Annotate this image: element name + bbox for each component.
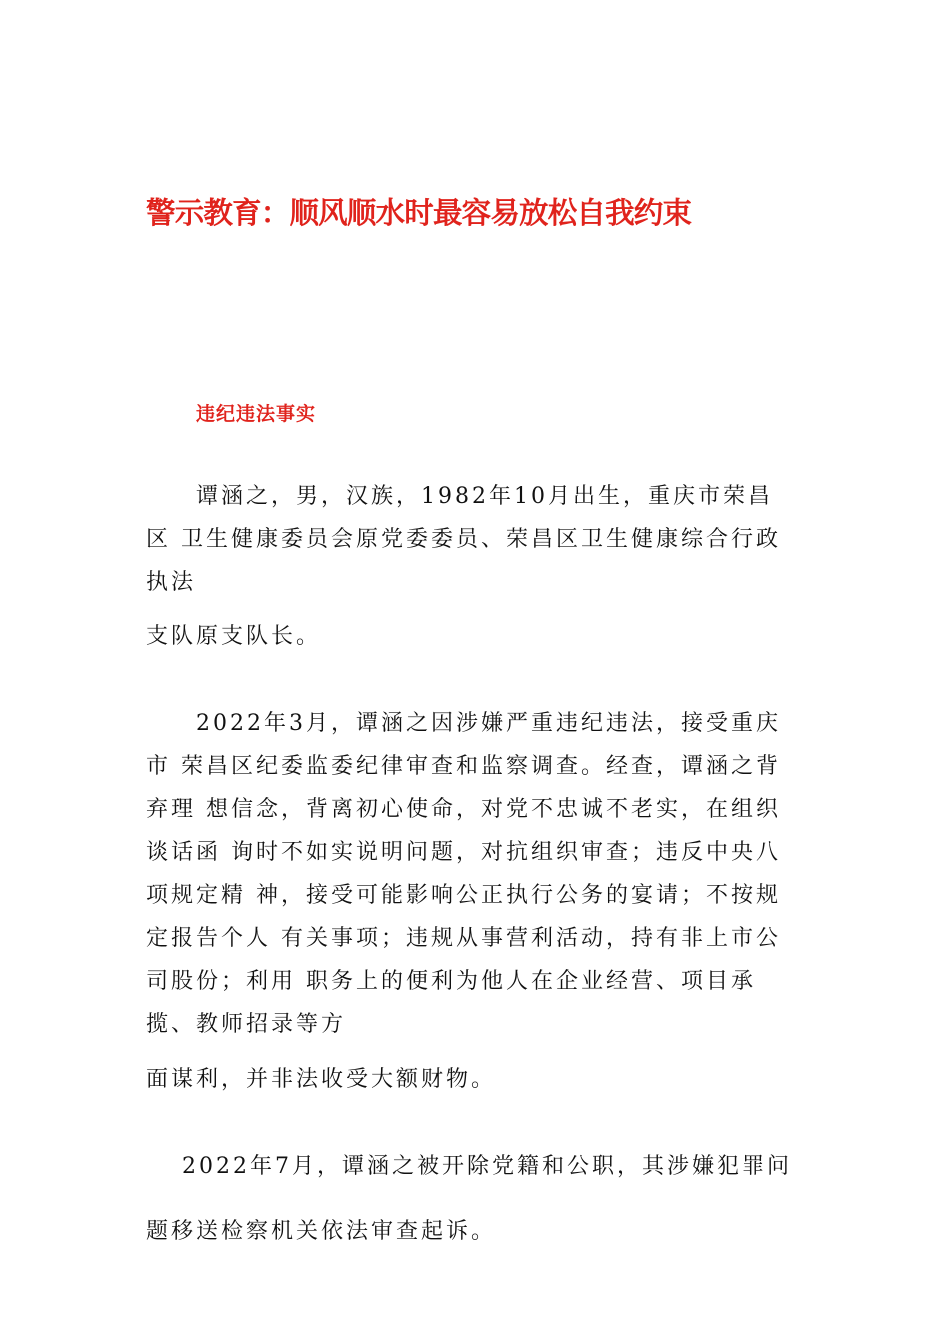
paragraph2-line-3: 弃理 想信念，背离初心使命，对党不忠诚不老实，在组织 [146, 797, 781, 822]
paragraph3-line-1: 2022年7月，谭涵之被开除党籍和公职，其涉嫌犯罪问 [182, 1154, 792, 1179]
paragraph1-line-3: 执法 [146, 570, 197, 595]
paragraph2-line-1: 2022年3月，谭涵之因涉嫌严重违纪违法，接受重庆 [196, 711, 781, 736]
section-heading: 违纪违法事实 [196, 403, 317, 425]
paragraph2-line-6: 定报告个人 有关事项；违规从事营利活动，持有非上市公 [146, 926, 781, 951]
document-title: 警示教育：顺风顺水时最容易放松自我约束 [146, 196, 692, 230]
paragraph1-line-1: 谭涵之，男，汉族，1982年10月出生，重庆市荣昌 [196, 484, 773, 509]
paragraph2-line-4: 谈话函 询时不如实说明问题，对抗组织审查；违反中央八 [146, 840, 781, 865]
paragraph2-line-8: 揽、教师招录等方 [146, 1012, 347, 1037]
paragraph1-line-2: 区 卫生健康委员会原党委委员、荣昌区卫生健康综合行政 [146, 527, 781, 552]
paragraph2-line-2: 市 荣昌区纪委监委纪律审查和监察调查。经查，谭涵之背 [146, 754, 781, 779]
paragraph2-line-5: 项规定精 神，接受可能影响公正执行公务的宴请；不按规 [146, 883, 781, 908]
paragraph3-line-2: 题移送检察机关依法审查起诉。 [146, 1219, 497, 1244]
paragraph2-line-7: 司股份；利用 职务上的便利为他人在企业经营、项目承 [146, 969, 756, 994]
paragraph1-line-4: 支队原支队长。 [146, 624, 322, 649]
paragraph2-line-9: 面谋利，并非法收受大额财物。 [146, 1067, 497, 1092]
